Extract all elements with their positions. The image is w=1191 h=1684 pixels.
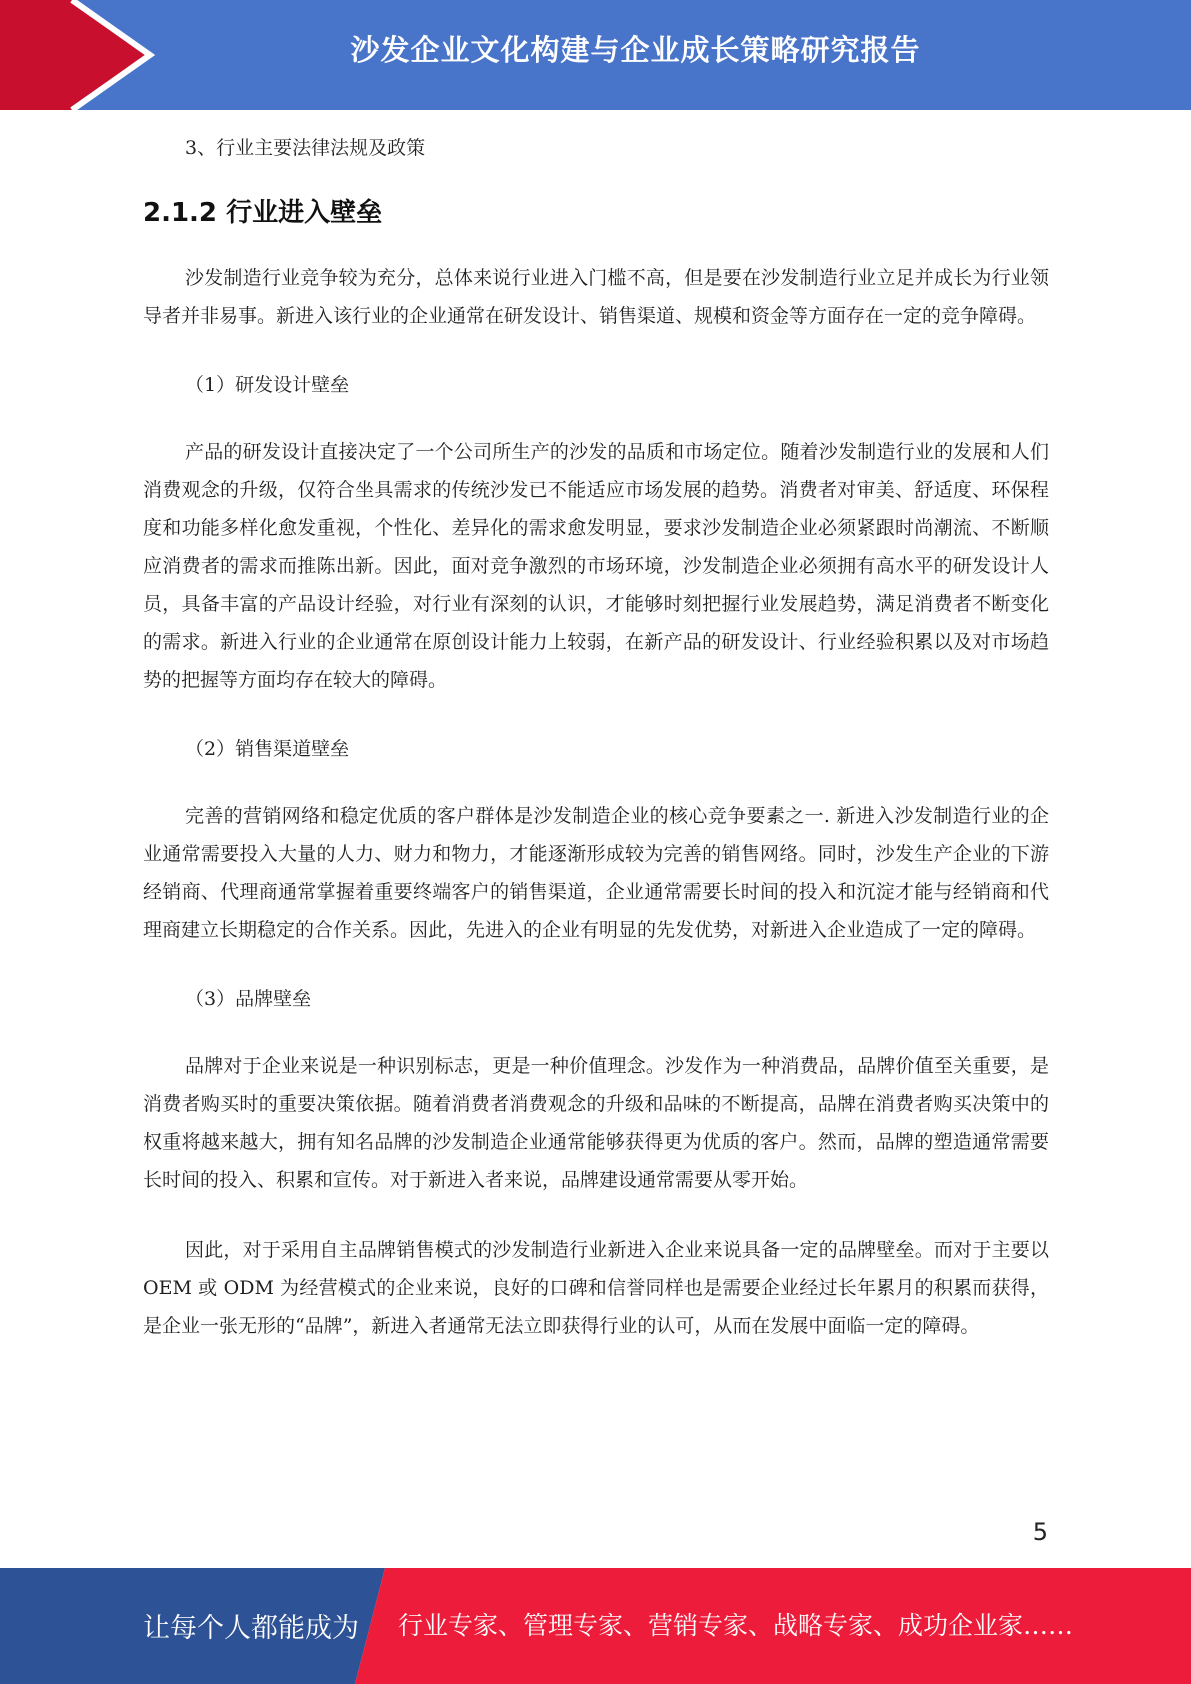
report-title: 沙发企业文化构建与企业成长策略研究报告: [350, 33, 921, 67]
paragraph-brand: 品牌对于企业来说是一种识别标志，更是一种价值理念。沙发作为一种消费品，品牌价值至关重要，是消费者购买时的重要决策依据。随着消费者消费观念的升级和品味的不断提高，品牌在消费者购买决策中的权重将越来越大，拥有知名品牌的沙发制造企业通常能够获得更为优质的客户。然而，品牌的塑造通常需要长时间的投入、积累和宣传。对于新进入者来说，品牌建设通常需要从零开始。: [143, 1055, 1049, 1191]
footer-slogan-left: 让每个人都能成为: [143, 1613, 359, 1644]
paragraph-sales-channel: 完善的营销网络和稳定优质的客户群体是沙发制造企业的核心竞争要素之一. 新进入沙发制造行业的企业通常需要投入大量的人力、财力和物力，才能逐渐形成较为完善的销售网络。同时，沙发生产企业的下游经销商、代理商通常掌握着重要终端客户的销售渠道，企业通常需要长时间的投入和沉淀才能与经销商和代理商建立长期稳定的合作关系。因此，先进入的企业有明显的先发优势，对新进入企业造成了一定的障碍。: [143, 805, 1049, 941]
intro-paragraph: 沙发制造行业竞争较为充分，总体来说行业进入门槛不高，但是要在沙发制造行业立足并成长为行业领导者并非易事。新进入该行业的企业通常在研发设计、销售渠道、规模和资金等方面存在一定的竞争障碍。: [143, 267, 1049, 327]
page-number: 5: [1032, 1518, 1048, 1546]
subheading-rd-design: （1）研发设计壁垒: [185, 374, 350, 396]
page-content: [143, 130, 1049, 1377]
subheading-brand: （3）品牌壁垒: [185, 988, 312, 1010]
footer-bar: [0, 1568, 1191, 1684]
section-title: 2.1.2 行业进入壁垒: [143, 198, 383, 228]
footer-slogan-right: 行业专家、管理专家、营销专家、战略专家、成功企业家……: [398, 1611, 1074, 1640]
header-bar: [0, 0, 1191, 110]
paragraph-rd-design: 产品的研发设计直接决定了一个公司所生产的沙发的品质和市场定位。随着沙发制造行业的发展和人们消费观念的升级，仅符合坐具需求的传统沙发已不能适应市场发展的趋势。消费者对审美、舒适度、环保程度和功能多样化愈发重视，个性化、差异化的需求愈发明显，要求沙发制造企业必须紧跟时尚潮流、不断顺应消费者的需求而推陈出新。因此，面对竞争激烈的市场环境，沙发制造企业必须拥有高水平的研发设计人员，具备丰富的产品设计经验，对行业有深刻的认识，才能够时刻把握行业发展趋势，满足消费者不断变化的需求。新进入行业的企业通常在原创设计能力上较弱，在新产品的研发设计、行业经验积累以及对市场趋势的把握等方面均存在较大的障碍。: [143, 441, 1049, 691]
subheading-sales-channel: （2）销售渠道壁垒: [185, 738, 350, 760]
item-laws-policies: 3、行业主要法律法规及政策: [185, 137, 426, 159]
conclusion-paragraph: 因此，对于采用自主品牌销售模式的沙发制造行业新进入企业来说具备一定的品牌壁垒。而对于主要以 OEM 或 ODM 为经营模式的企业来说，良好的口碑和信誉同样也是需要企业经过长年累月的积累而获得，是企业一张无形的“品牌”，新进入者通常无法立即获得行业的认可，从而在发展中面临一定的障碍。: [143, 1239, 1049, 1337]
